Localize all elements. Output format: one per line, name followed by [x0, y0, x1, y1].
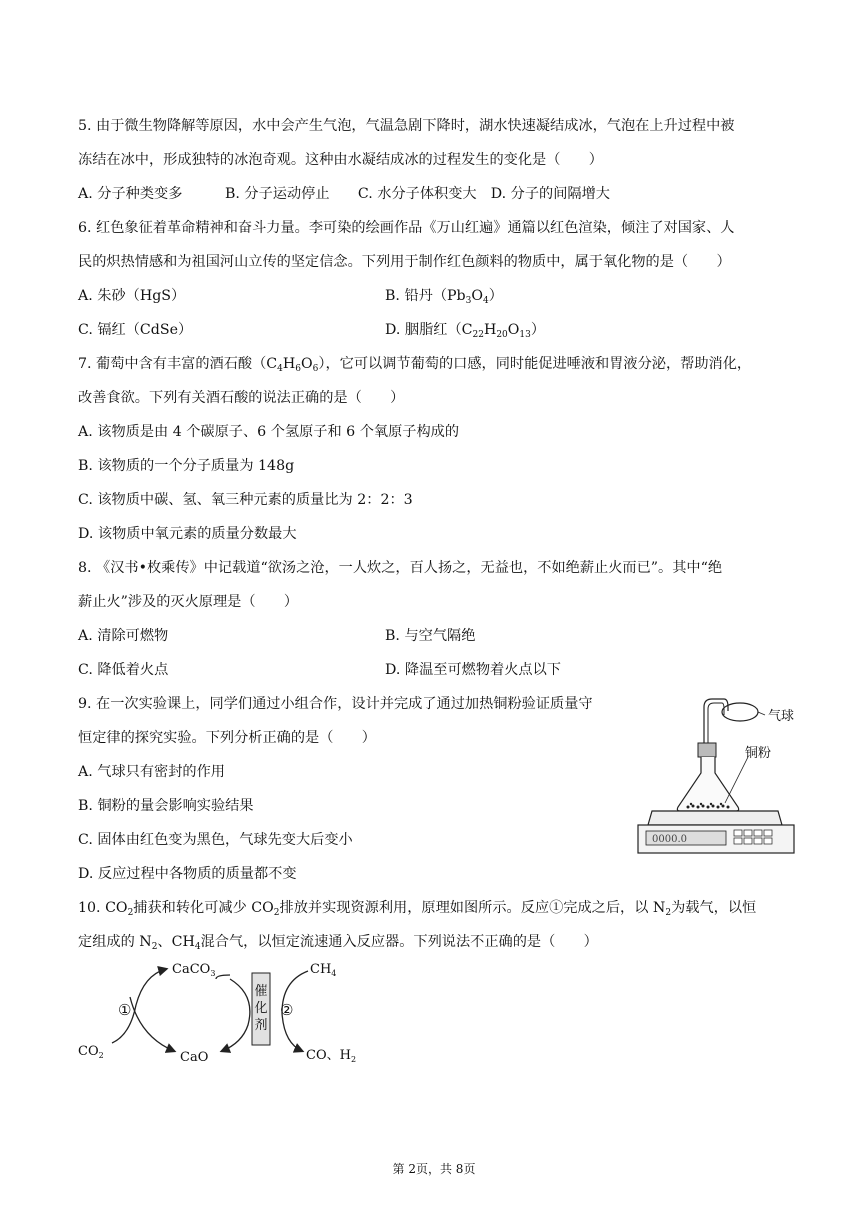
q5-stem-line1: 5. 由于微生物降解等原因，水中会产生气泡，气温急剧下降时，湖水快速凝结成冰，气泡在上升过程中被	[78, 118, 735, 134]
scale-display-readout: 0000.0	[652, 834, 687, 845]
balloon-label: 气球	[768, 709, 795, 724]
q6-stem-line2: 民的炽热情感和为祖国河山立传的坚定信念。下列用于制作红色颜料的物质中，属于氧化物的是（ ）	[78, 254, 731, 270]
caco3-label: CaCO$_3$	[172, 962, 216, 978]
q8-option-d: D. 降温至可燃物着火点以下	[385, 662, 561, 678]
co2-label: $CO_2$	[78, 1044, 104, 1060]
q9-apparatus-figure	[630, 685, 800, 860]
q10-reaction-diagram	[70, 955, 390, 1075]
q8-stem-line1: 8. 《汉书•枚乘传》中记载道“欲汤之沧，一人炊之，百人扬之，无益也，不如绝薪止火而已”。其中“绝	[78, 560, 723, 576]
q10-stem-line1: 10. $CO_2$捕获和转化可减少 $CO_2$排放并实现资源利用，原理如图所示。反应①完成之后，以 $N_2$为载气，以恒	[78, 900, 757, 918]
q7-option-a: A. 该物质是由 4 个碳原子、6 个氢原子和 6 个氧原子构成的	[78, 424, 460, 440]
q9-option-b: B. 铜粉的量会影响实验结果	[78, 798, 254, 814]
q5-options: A. 分子种类变多 B. 分子运动停止 C. 水分子体积变大 D. 分子的间隔增大	[78, 186, 610, 202]
q6-option-b: B. 铅丹$(Pb_3O_4)$	[385, 288, 503, 306]
page-footer: 第 2页，共 8页	[392, 1162, 476, 1176]
q8-stem-line2: 薪止火”涉及的灭火原理是（ ）	[78, 594, 299, 610]
cao-label: CaO	[180, 1050, 209, 1065]
rubber-stopper	[698, 743, 716, 757]
q8-option-c: C. 降低着火点	[78, 662, 169, 678]
ch4-label: $CH_4$	[310, 962, 337, 978]
q6-option-d: D. 胭脂红$(C_{22}H_{20}O_{13})$	[385, 322, 546, 340]
q7-stem-line2: 改善食欲。下列有关酒石酸的说法正确的是（ ）	[78, 390, 405, 406]
q7-option-b: B. 该物质的一个分子质量为 148g	[78, 458, 295, 474]
step1-label: ①	[118, 1001, 132, 1019]
q8-option-a: A. 清除可燃物	[78, 628, 169, 644]
q6-option-a: A. 朱砂（HgS）	[78, 288, 186, 304]
conical-flask	[677, 757, 738, 811]
q7-option-c: C. 该物质中碳、氢、氧三种元素的质量比为 2：2：3	[78, 492, 413, 508]
q9-stem-line2: 恒定律的探究实验。下列分析正确的是（ ）	[78, 730, 376, 746]
q9-option-c: C. 固体由红色变为黑色，气球先变大后变小	[78, 832, 353, 848]
q8-option-b: B. 与空气隔绝	[385, 628, 476, 644]
step2-label: ②	[280, 1001, 294, 1019]
caco3-to-cao-arc	[216, 975, 230, 979]
q7-stem-line1: 7. 葡萄中含有丰富的酒石酸$(C_4H_6O_6)$，它可以调节葡萄的口感，同时能促进唾液和胃液分泌，帮助消化，	[78, 356, 752, 374]
products-label: CO、$H_2$	[306, 1048, 357, 1064]
q7-option-d: D. 该物质中氧元素的质量分数最大	[78, 526, 297, 542]
electronic-scale	[648, 811, 782, 825]
q9-option-a: A. 气球只有密封的作用	[78, 764, 225, 780]
catalyst-label: 催化剂	[254, 984, 268, 1033]
q10-stem-line2: 定组成的 $N_2$、$CH_4$混合气，以恒定流速通入反应器。下列说法不正确的是（ ）	[78, 934, 598, 952]
q5-stem-line2: 冻结在冰中，形成独特的冰泡奇观。这种由水凝结成冰的过程发生的变化是（ ）	[78, 152, 603, 168]
q6-stem-line1: 6. 红色象征着革命精神和奋斗力量。李可染的绘画作品《万山红遍》通篇以红色渲染，倾注了对国家、人	[78, 220, 735, 236]
copper-label: 铜粉	[745, 746, 772, 761]
q9-stem-line1: 9. 在一次实验课上，同学们通过小组合作，设计并完成了通过加热铜粉验证质量守	[78, 696, 593, 712]
left-catalyst-arrow	[222, 979, 250, 1051]
q9-option-d: D. 反应过程中各物质的质量都不变	[78, 866, 297, 882]
q6-option-c: C. 镉红（CdSe）	[78, 322, 193, 338]
